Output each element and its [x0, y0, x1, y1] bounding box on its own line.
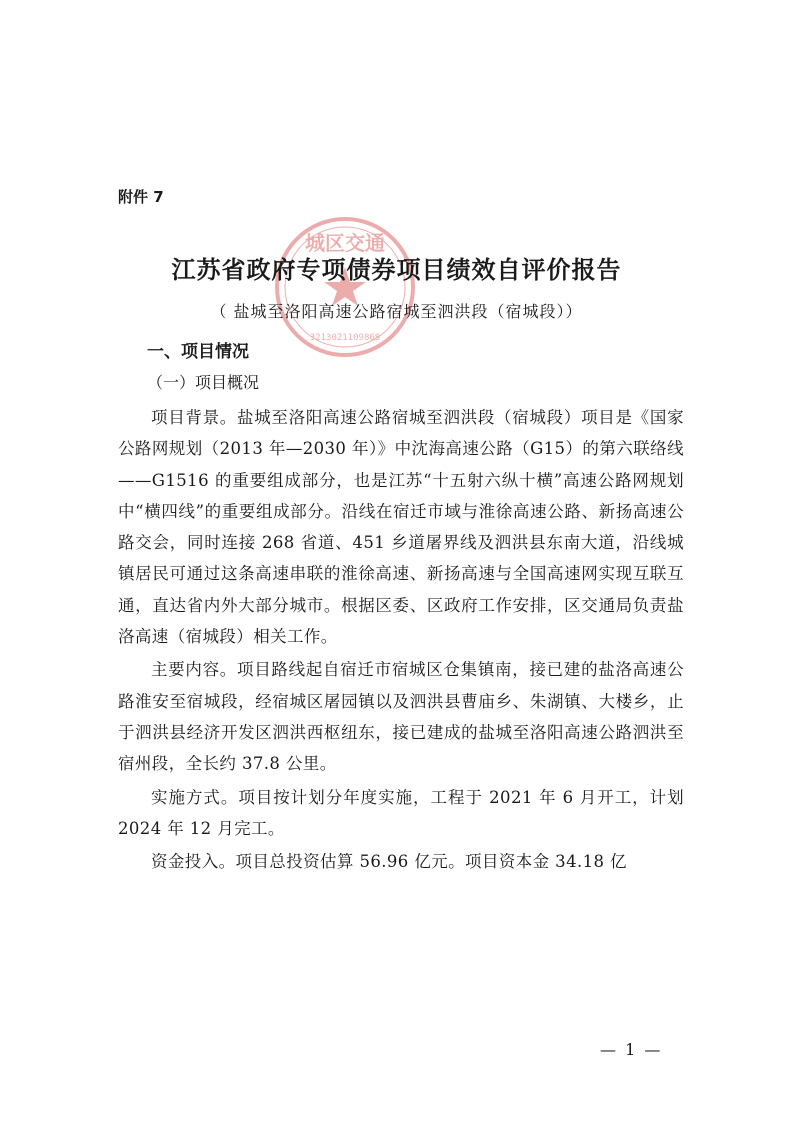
report-title: 江苏省政府专项债券项目绩效自评价报告	[171, 256, 622, 284]
attachment-label: 附件 7	[118, 188, 164, 206]
body-text	[118, 402, 684, 879]
paragraph-main-content: 主要内容。项目路线起自宿迁市宿城区仓集镇南，接已建的盐洛高速公路淮安至宿城段，经宿城区屠园镇以及泗洪县曹庙乡、朱湖镇、大楼乡，止于泗洪县经济开发区泗洪西枢纽东，接已建成的盐城至洛阳高速公路泗洪至宿州段，全长约 37.8 公里。	[118, 660, 684, 774]
section-heading-project-overview: 一、项目情况	[147, 342, 249, 362]
paragraph-funding: 资金投入。项目总投资估算 56.96 亿元。项目资本金 34.18 亿	[151, 852, 627, 872]
seal-text-top: 城区交通	[305, 231, 385, 255]
paragraph-background: 项目背景。盐城至洛阳高速公路宿城至泗洪段（宿城段）项目是《国家公路网规划（2013 年—2030 年）》中沈海高速公路（G15）的第六联络线——G1516 的重要组成部分，也是江苏“十五射六纵十横”高速公路网规划中“横四线”的重要组成部分。沿线在宿迁市域与淮徐高速公路、新扬高速公路交会，同时连接 268 省道、451 乡道屠界线及泗洪县东南大道，沿线城镇居民可通过这条高速串联的淮徐高速、新扬高速与全国高速网实现互联互通，直达省内外大部分城市。根据区委、区政府工作安排，区交通局负责盐洛高速（宿城段）相关工作。	[118, 408, 684, 647]
seal-code-text: 3213021109868	[309, 333, 381, 343]
subsection-heading-project-summary: （一）项目概况	[147, 373, 260, 392]
official-seal-stamp	[270, 212, 420, 362]
report-subtitle: （ 盐城至洛阳高速公路宿城至泗洪段（宿城段））	[210, 302, 583, 321]
page-number: — 1 —	[600, 1040, 663, 1059]
paragraph-implementation: 实施方式。项目按计划分年度实施，工程于 2021 年 6 月开工，计划 2024 年 12 月完工。	[118, 787, 684, 838]
